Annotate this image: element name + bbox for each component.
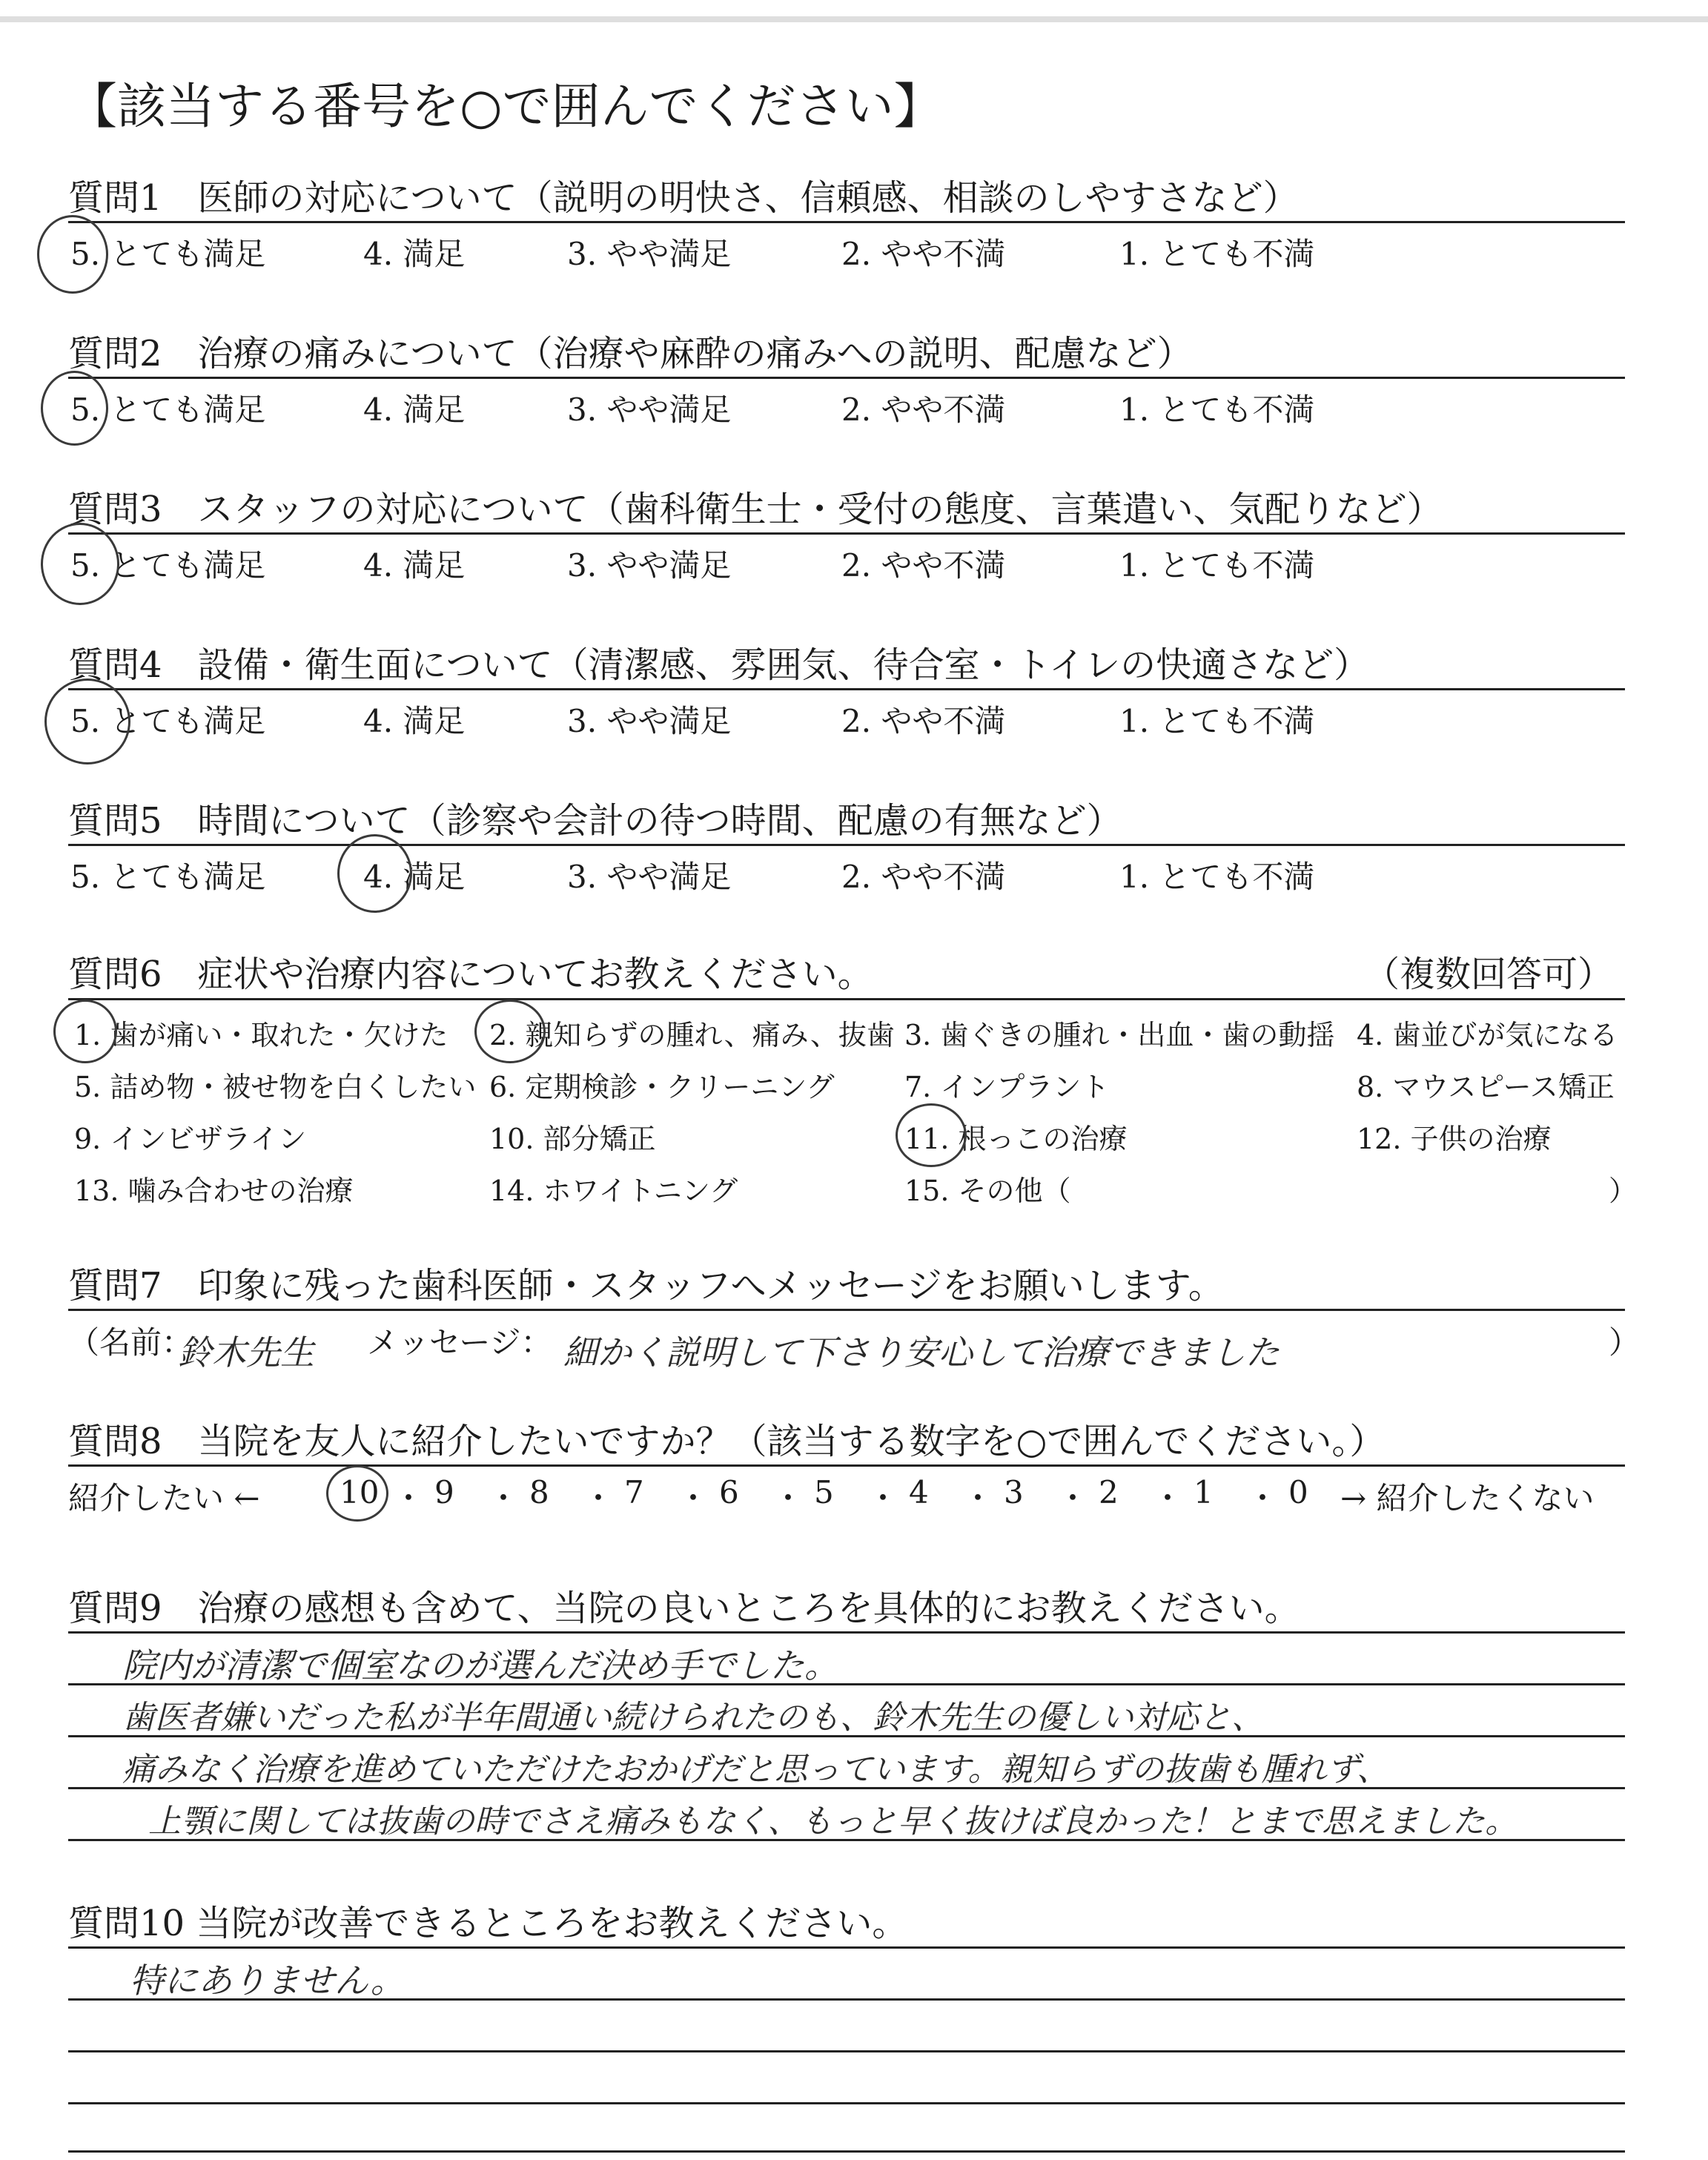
q4-option-3[interactable]: 3. やや満足 — [567, 703, 732, 739]
q3-option-3[interactable]: 3. やや満足 — [567, 547, 732, 584]
q9-answer-line-4[interactable]: 上顎に関しては抜歯の時でさえ痛みもなく、もっと早く抜けば良かった！とまで思えました。 — [148, 1803, 1518, 1840]
q3-option-2[interactable]: 2. やや不満 — [841, 547, 1006, 584]
q6-option-3[interactable]: 3. 歯ぐきの腫れ・出血・歯の動揺 — [904, 1019, 1335, 1051]
q6-option-7[interactable]: 7. インプラント — [904, 1071, 1110, 1103]
q4-option-1[interactable]: 1. とても不満 — [1119, 703, 1315, 739]
question-6-title: 質問6 症状や治療内容についてお教えください。 — [68, 954, 873, 995]
q7-message-value[interactable]: 細かく説明して下さり安心して治療できました — [563, 1332, 1280, 1373]
q4-option-5[interactable]: 5. とても満足 — [70, 703, 266, 739]
q8-scale-separator: ・ — [867, 1480, 899, 1516]
question-7-rule — [68, 1309, 1625, 1311]
question-10-rule-3 — [68, 2050, 1625, 2052]
q3-option-5[interactable]: 5. とても満足 — [70, 547, 266, 584]
q8-scale-5[interactable]: 5 — [814, 1474, 834, 1510]
q6-option-11[interactable]: 11. 根っこの治療 — [904, 1123, 1128, 1155]
question-8-rule — [68, 1464, 1625, 1467]
q6-option-14[interactable]: 14. ホワイトニング — [489, 1175, 738, 1207]
question-3-rule — [68, 532, 1625, 535]
q5-option-1[interactable]: 1. とても不満 — [1119, 859, 1315, 895]
question-5-rule — [68, 844, 1625, 846]
q8-scale-separator: ・ — [1152, 1480, 1184, 1516]
q6-option-9[interactable]: 9. インビザライン — [74, 1123, 307, 1155]
q1-option-3[interactable]: 3. やや満足 — [567, 236, 732, 272]
q8-scale-separator: ・ — [583, 1480, 615, 1516]
q8-scale-separator: ・ — [962, 1480, 994, 1516]
q9-answer-line-2[interactable]: 歯医者嫌いだった私が半年間通い続けられたのも、鈴木先生の優しい対応と、 — [122, 1699, 1264, 1737]
q5-option-2[interactable]: 2. やや不満 — [841, 859, 1006, 895]
q8-left-label: 紹介したい ← — [68, 1480, 260, 1516]
q8-scale-6[interactable]: 6 — [719, 1474, 739, 1510]
q9-answer-line-1[interactable]: 院内が清潔で個室なのが選んだ決め手でした。 — [122, 1645, 838, 1685]
scan-edge — [0, 16, 1708, 22]
q3-option-4[interactable]: 4. 満足 — [363, 547, 466, 584]
q2-option-1[interactable]: 1. とても不満 — [1119, 392, 1315, 428]
q6-option-13[interactable]: 13. 噛み合わせの治療 — [74, 1175, 354, 1207]
q6-option-10[interactable]: 10. 部分矯正 — [489, 1123, 656, 1155]
q8-scale-7[interactable]: 7 — [624, 1474, 644, 1510]
question-4-title: 質問4 設備・衛生面について（清潔感、雰囲気、待合室・トイレの快適さなど） — [68, 644, 1370, 686]
q4-option-2[interactable]: 2. やや不満 — [841, 703, 1006, 739]
q6-other-close-paren: ） — [1609, 1175, 1638, 1207]
q5-selection-circle — [337, 834, 412, 913]
q2-selection-circle — [41, 371, 108, 446]
q8-scale-0[interactable]: 0 — [1288, 1474, 1308, 1510]
question-2-title: 質問2 治療の痛みについて（治療や麻酔の痛みへの説明、配慮など） — [68, 333, 1193, 374]
q6-option-6[interactable]: 6. 定期検診・クリーニング — [489, 1071, 835, 1103]
question-1-rule — [68, 221, 1625, 223]
q5-option-4[interactable]: 4. 満足 — [363, 859, 466, 895]
q6-option-15[interactable]: 15. その他（ — [904, 1175, 1071, 1207]
question-3-title: 質問3 スタッフの対応について（歯科衛生士・受付の態度、言葉遣い、気配りなど） — [68, 489, 1443, 530]
q6-selection-circle-2 — [474, 1000, 546, 1063]
question-9-rule-1 — [68, 1631, 1625, 1634]
q8-scale-separator: ・ — [393, 1480, 425, 1516]
question-7-title: 質問7 印象に残った歯科医師・スタッフへメッセージをお願いします。 — [68, 1265, 1224, 1307]
q6-option-4[interactable]: 4. 歯並びが気になる — [1357, 1019, 1618, 1051]
q1-option-5[interactable]: 5. とても満足 — [70, 236, 266, 272]
question-1-title: 質問1 医師の対応について（説明の明快さ、信頼感、相談のしやすさなど） — [68, 177, 1299, 219]
q6-option-12[interactable]: 12. 子供の治療 — [1357, 1123, 1552, 1155]
question-10-rule-4 — [68, 2102, 1625, 2104]
question-6-rule — [68, 998, 1625, 1000]
q10-answer-line-1[interactable]: 特にありません。 — [130, 1961, 405, 2001]
q1-option-2[interactable]: 2. やや不満 — [841, 236, 1006, 272]
q8-right-label: → 紹介したくない — [1340, 1480, 1595, 1516]
q2-option-4[interactable]: 4. 満足 — [363, 392, 466, 428]
q8-scale-3[interactable]: 3 — [1004, 1474, 1024, 1510]
question-2-rule — [68, 377, 1625, 379]
q7-name-value[interactable]: 鈴木先生 — [178, 1332, 314, 1373]
page-title: 【該当する番号を○で囲んでください】 — [68, 78, 943, 135]
q2-option-3[interactable]: 3. やや満足 — [567, 392, 732, 428]
q7-name-label: （名前： — [68, 1324, 193, 1361]
q6-option-2[interactable]: 2. 親知らずの腫れ、痛み、抜歯 — [489, 1019, 895, 1051]
q4-selection-circle — [44, 678, 130, 764]
question-5-title: 質問5 時間について（診察や会計の待つ時間、配慮の有無など） — [68, 800, 1122, 842]
q8-scale-1[interactable]: 1 — [1194, 1474, 1214, 1510]
q2-option-5[interactable]: 5. とても満足 — [70, 392, 266, 428]
q4-option-4[interactable]: 4. 満足 — [363, 703, 466, 739]
question-4-rule — [68, 688, 1625, 690]
q5-option-5[interactable]: 5. とても満足 — [70, 859, 266, 895]
q8-scale-separator: ・ — [772, 1480, 804, 1516]
q2-option-2[interactable]: 2. やや不満 — [841, 392, 1006, 428]
q8-scale-2[interactable]: 2 — [1099, 1474, 1119, 1510]
q1-selection-circle — [37, 215, 108, 294]
q6-selection-circle-1 — [53, 1000, 117, 1063]
q8-scale-separator: ・ — [488, 1480, 520, 1516]
q5-option-3[interactable]: 3. やや満足 — [567, 859, 732, 895]
q8-scale-10[interactable]: 10 — [340, 1474, 380, 1510]
q3-selection-circle — [41, 523, 119, 605]
q7-message-label: メッセージ： — [367, 1324, 552, 1361]
q8-selection-circle — [326, 1465, 388, 1522]
q8-scale-separator: ・ — [678, 1480, 709, 1516]
q6-option-5[interactable]: 5. 詰め物・被せ物を白くしたい — [74, 1071, 477, 1103]
q6-selection-circle-11 — [896, 1103, 967, 1167]
question-10-rule-5 — [68, 2150, 1625, 2153]
question-10-title: 質問10 当院が改善できるところをお教えください。 — [68, 1903, 908, 1944]
q8-scale-separator: ・ — [1057, 1480, 1089, 1516]
q1-option-1[interactable]: 1. とても不満 — [1119, 236, 1315, 272]
question-6-note: （複数回答可） — [1364, 954, 1614, 995]
q9-answer-line-3[interactable]: 痛みなく治療を進めていただけたおかげだと思っています。親知らずの抜歯も腫れず、 — [122, 1751, 1389, 1789]
q6-option-1[interactable]: 1. 歯が痛い・取れた・欠けた — [74, 1019, 448, 1051]
q6-option-8[interactable]: 8. マウスピース矯正 — [1357, 1071, 1615, 1103]
q8-scale-9[interactable]: 9 — [434, 1474, 454, 1510]
question-8-title: 質問8 当院を友人に紹介したいですか？（該当する数字を○で囲んでください。） — [68, 1421, 1386, 1462]
q7-close-paren: ） — [1609, 1324, 1641, 1361]
q3-option-1[interactable]: 1. とても不満 — [1119, 547, 1315, 584]
q8-scale-4[interactable]: 4 — [909, 1474, 929, 1510]
q1-option-4[interactable]: 4. 満足 — [363, 236, 466, 272]
question-9-title: 質問9 治療の感想も含めて、当院の良いところを具体的にお教えください。 — [68, 1588, 1300, 1629]
q8-scale-8[interactable]: 8 — [529, 1474, 549, 1510]
q8-scale-separator: ・ — [1247, 1480, 1279, 1516]
question-10-rule-1 — [68, 1946, 1625, 1949]
